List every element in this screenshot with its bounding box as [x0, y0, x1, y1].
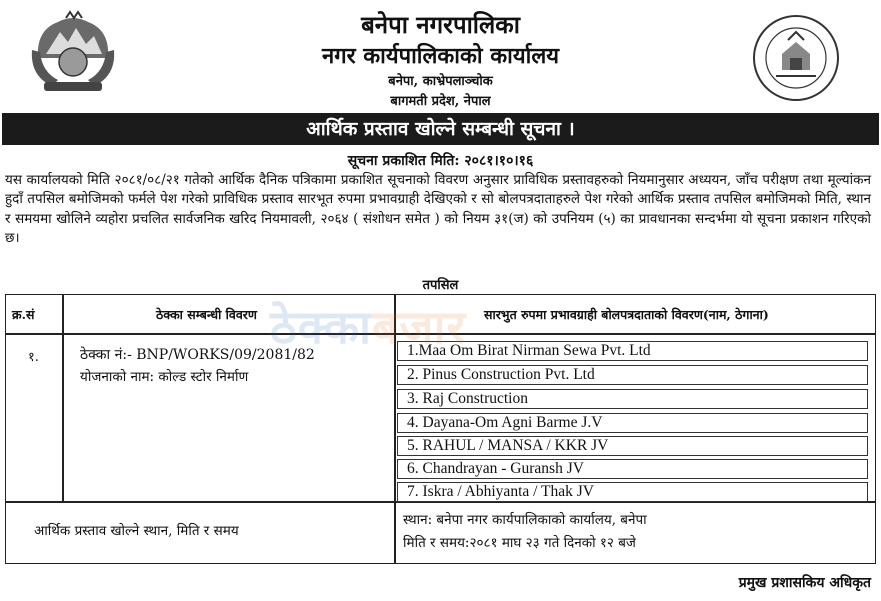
opening-label: आर्थिक प्रस्ताव खोल्ने स्थान, मिति र समय [34, 523, 239, 539]
org-name: बनेपा नगरपालिका [361, 10, 520, 39]
watermark-logo [270, 295, 466, 357]
opening-place: स्थान: बनेपा नगर कार्यपालिकाको कार्यालय, बनेपा [403, 512, 647, 528]
header-contract-detail: ठेक्का सम्बन्धी विवरण [156, 307, 257, 322]
contractor-item-4: 4. Dayana-Om Agni Barme J.V [397, 413, 868, 433]
footer-signatory: प्रमुख प्रशासकिय अधिकृत [738, 575, 871, 591]
contractor-item-3: 3. Raj Construction [397, 389, 868, 409]
office-name: नगर कार्यपालिकाको कार्यालय [322, 43, 559, 69]
address-line: बनेपा, काभ्रेपलाञ्चोक [388, 74, 493, 89]
watermark-part-1: ठेक्का [270, 301, 373, 353]
watermark-part-2: बजार [372, 301, 467, 353]
contractor-item-1: 1.Maa Om Birat Nirman Sewa Pvt. Ltd [397, 341, 868, 361]
header-bidders: सारभुत रुपमा प्रभावग्राही बोलपत्रदाताको विवरण(नाम, ठेगाना) [484, 307, 769, 322]
row-serial: १. [28, 350, 39, 365]
contractor-item-6: 6. Chandrayan - Guransh JV [397, 459, 868, 479]
table-caption: तपसिल [422, 278, 459, 293]
contract-number: ठेक्का नं:- BNP/WORKS/09/2081/82 [80, 347, 315, 363]
notice-title-banner: आर्थिक प्रस्ताव खोल्ने सम्बन्धी सूचना । [2, 113, 879, 145]
header-serial: क्र.सं [12, 307, 35, 322]
contractor-item-5: 5. RAHUL / MANSA / KKR JV [397, 436, 868, 456]
contractor-item-2: 2. Pinus Construction Pvt. Ltd [397, 365, 868, 385]
project-name: योजनाको नाम: कोल्ड स्टोर निर्माण [80, 369, 249, 385]
intro-paragraph: यस कार्यालयको मिति २०८१/०८/२१ गतेको आर्थिक दैनिक पत्रिकामा प्रकाशित सूचनाको विवरण अनुसार प्राविधिक प्रस्तावहरुको नियमानुसार अध्ययन, जाँच परीक्षण तथा मूल्यांकन हुदाँ तपसिल बमोजिमको फर्मले पेश गरेको प्राविधिक प्रस्ताव सारभूत रुपमा प्रभावग्राही देखिएको र सो बोलपत्रदाताहरुले पेश गरेको आर्थिक प्रस्ताव तपसिल बमोजिमको मिति, स्थान र समयमा खोलिने व्यहोरा प्रचलित सार्वजनिक खरिद नियमावली, २०६४ ( संशोधन समेत ) को नियम ३१(ज) को उपनियम (५) का प्रावधानका सन्दर्भमा यो सूचना प्रकाशन गरिएको छ। [5, 172, 871, 247]
published-date: सूचना प्रकाशित मिति: २०८१।१०।१६ [347, 153, 534, 169]
opening-datetime: मिति र समय:२०८१ माघ २३ गते दिनको १२ बजे [403, 535, 636, 551]
contractor-item-7: 7. Iskra / Abhiyanta / Thak JV [397, 482, 868, 502]
province-line: बागमती प्रदेश, नेपाल [390, 94, 491, 109]
